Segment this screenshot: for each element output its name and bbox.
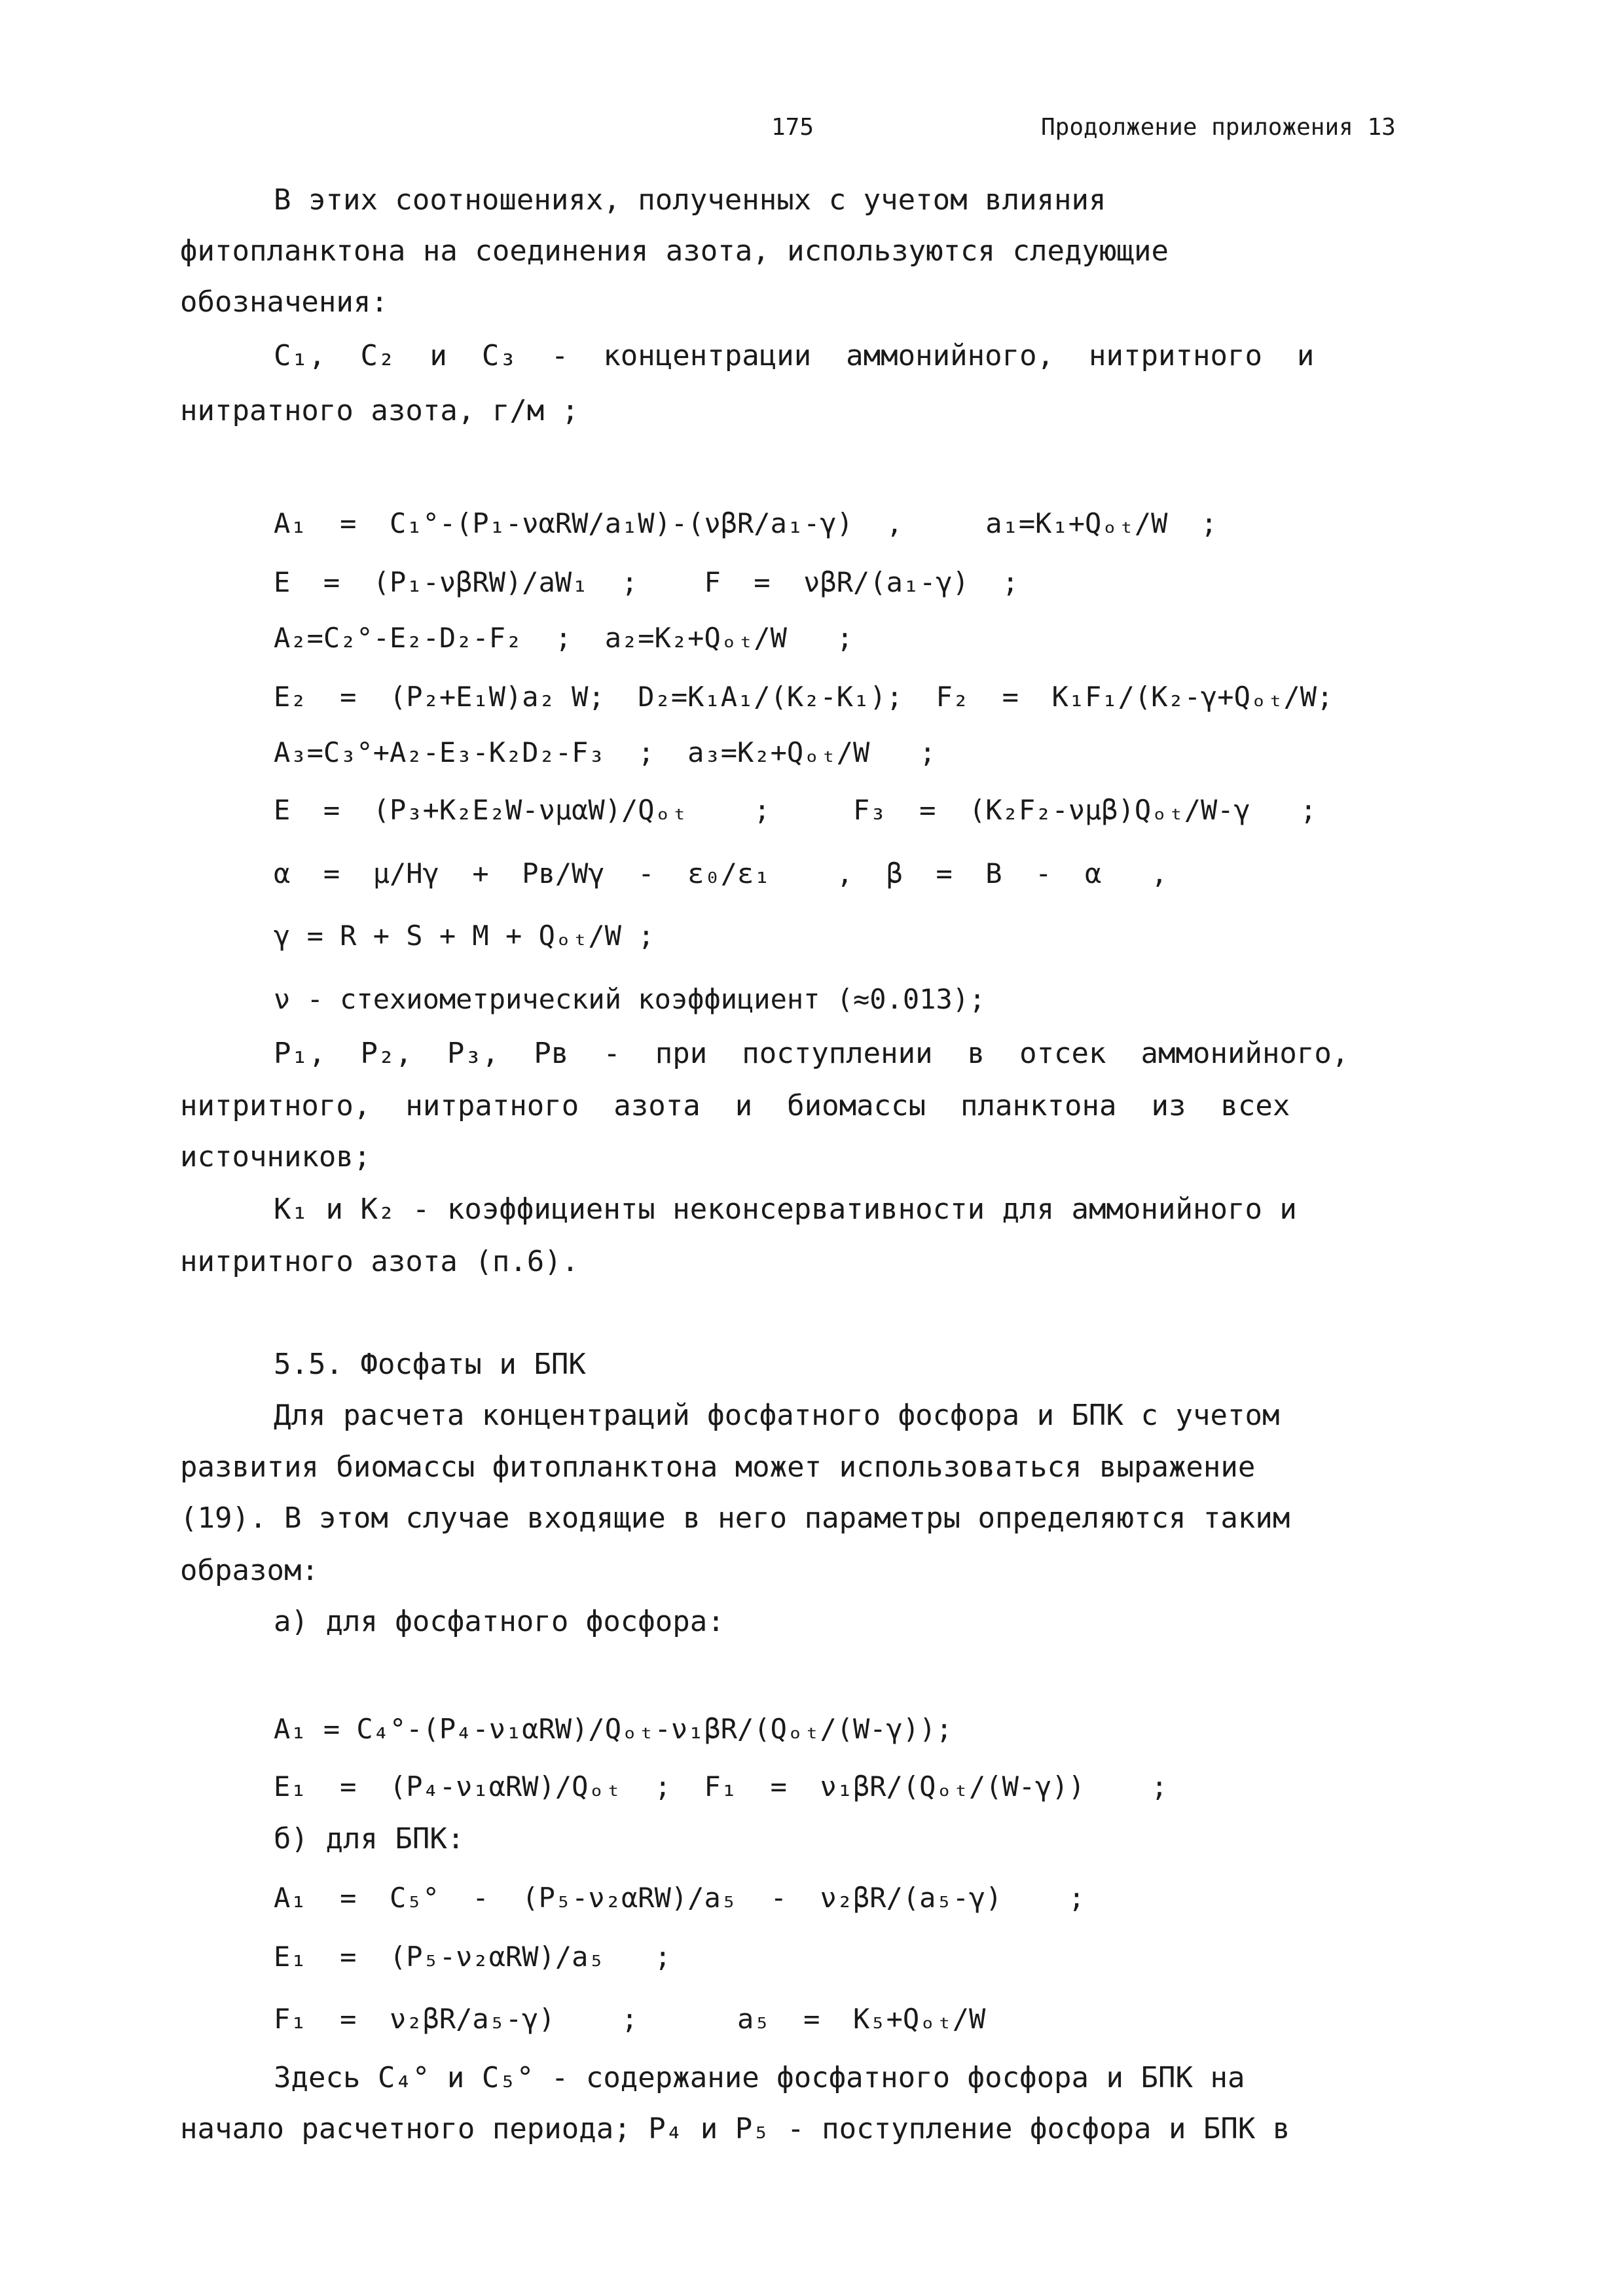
equation-line: α = μ/Hγ + Pв/Wγ - ε₀/ε₁ , β = B - α , [274, 857, 1168, 889]
text-line: (19). В этом случае входящие в него параметры определяются таким [180, 1501, 1290, 1535]
equation-line: A₁ = C₅° - (P₅-ν₂αRW)/a₅ - ν₂βR/(a₅-γ) ; [274, 1882, 1085, 1914]
text-line: Для расчета концентраций фосфатного фосфора и БПК с учетом [274, 1399, 1280, 1432]
text-line: фитопланктона на соединения азота, используются следующие [180, 234, 1169, 268]
text-line: нитритного азота (п.6). [180, 1245, 579, 1278]
text-line: начало расчетного периода; P₄ и P₅ - поступление фосфора и БПК в [180, 2112, 1290, 2145]
text-line: K₁ и K₂ - коэффициенты неконсервативности для аммонийного и [274, 1193, 1297, 1226]
list-item-a: а) для фосфатного фосфора: [274, 1605, 725, 1638]
equation-line: E = (P₃+K₂E₂W-νμαW)/Qₒₜ ; F₃ = (K₂F₂-νμβ)Qₒₜ/W-γ ; [274, 794, 1317, 826]
text-line: развития биомассы фитопланктона может использоваться выражение [180, 1450, 1256, 1484]
equation-line: E₁ = (P₅-ν₂αRW)/a₅ ; [274, 1941, 671, 1973]
equation-line: ν - стехиометрический коэффициент (≈0.013); [274, 983, 986, 1015]
equation-line: A₂=C₂°-E₂-D₂-F₂ ; a₂=K₂+Qₒₜ/W ; [274, 622, 854, 654]
text-line: нитратного азота, г/м ; [180, 394, 579, 427]
page-number: 175 [771, 114, 814, 141]
text-line: C₁, C₂ и C₃ - концентрации аммонийного, нитритного и [274, 339, 1315, 372]
equation-line: A₃=C₃°+A₂-E₃-K₂D₂-F₃ ; a₃=K₂+Qₒₜ/W ; [274, 736, 936, 768]
text-line: В этих соотношениях, полученных с учетом влияния [274, 183, 1106, 217]
equation-line: E₁ = (P₄-ν₁αRW)/Qₒₜ ; F₁ = ν₁βR/(Qₒₜ/(W-γ)) ; [274, 1770, 1168, 1803]
equation-line: F₁ = ν₂βR/a₅-γ) ; a₅ = K₅+Qₒₜ/W [274, 2003, 986, 2035]
text-line: источников; [180, 1140, 371, 1174]
text-line: обозначения: [180, 285, 388, 319]
equation-line: E₂ = (P₂+E₁W)a₂ W; D₂=K₁A₁/(K₂-K₁); F₂ = K₁F₁/(K₂-γ+Qₒₜ/W; [274, 681, 1334, 713]
text-line: образом: [180, 1554, 319, 1587]
text-line: P₁, P₂, P₃, Pв - при поступлении в отсек аммонийного, [274, 1037, 1349, 1070]
running-title: Продолжение приложения 13 [1041, 114, 1396, 141]
text-line: нитритного, нитратного азота и биомассы планктона из всех [180, 1089, 1290, 1122]
equation-line: A₁ = C₄°-(P₄-ν₁αRW)/Qₒₜ-ν₁βR/(Qₒₜ/(W-γ)); [274, 1713, 953, 1745]
equation-line: E = (P₁-νβRW)/aW₁ ; F = νβR/(a₁-γ) ; [274, 566, 1019, 598]
equation-line: A₁ = C₁°-(P₁-ναRW/a₁W)-(νβR/a₁-γ) , a₁=K₁+Qₒₜ/W ; [274, 507, 1218, 539]
section-title: 5.5. Фосфаты и БПК [274, 1348, 586, 1381]
equation-line: γ = R + S + M + Qₒₜ/W ; [274, 920, 655, 952]
list-item-b: б) для БПК: [274, 1822, 465, 1856]
text-line: Здесь C₄° и C₅° - содержание фосфатного фосфора и БПК на [274, 2061, 1245, 2094]
